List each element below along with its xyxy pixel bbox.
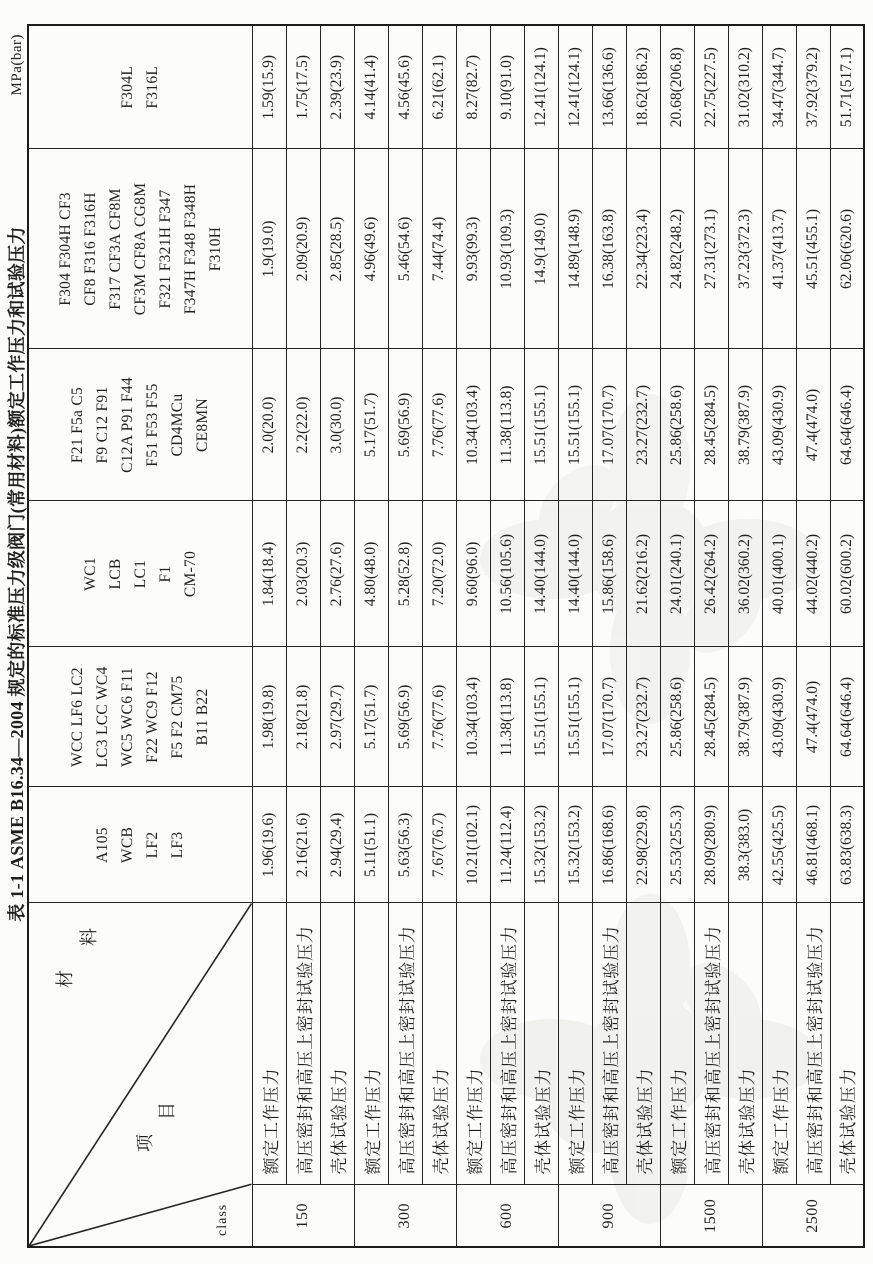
value-cell: 15.51(155.1) <box>524 647 558 787</box>
value-cell: 51.71(517.1) <box>830 25 864 149</box>
diagonal-divider <box>29 904 252 1247</box>
material-grade-line: A105 <box>94 827 112 863</box>
table-row <box>456 25 490 1247</box>
class-cell: 900 <box>558 1185 660 1247</box>
value-cell: 7.20(72.0) <box>422 501 456 647</box>
value-cell: 17.07(170.7) <box>592 349 626 501</box>
value-cell: 14.40(144.0) <box>558 501 592 647</box>
value-cell: 22.98(229.8) <box>626 787 660 903</box>
value-cell: 22.75(227.5) <box>694 25 728 149</box>
value-cell: 16.38(163.8) <box>592 149 626 349</box>
value-cell: 5.17(51.7) <box>354 647 388 787</box>
table-row <box>762 25 796 1247</box>
value-cell: 9.93(99.3) <box>456 149 490 349</box>
value-cell: 45.51(455.1) <box>796 149 830 349</box>
value-cell: 28.45(284.5) <box>694 349 728 501</box>
table-row <box>320 25 354 1247</box>
material-grade-line: B11 B22 <box>194 688 212 746</box>
value-cell: 22.34(223.4) <box>626 149 660 349</box>
material-grade-line: LC3 LCC WC4 <box>94 666 112 768</box>
value-cell: 1.84(18.4) <box>252 501 286 647</box>
value-cell: 2.97(29.7) <box>320 647 354 787</box>
material-grade-line: LCB <box>106 558 124 590</box>
value-cell: 60.02(600.2) <box>830 501 864 647</box>
material-grade-line: F316L <box>144 65 162 109</box>
table-row <box>524 25 558 1247</box>
class-cell: 150 <box>252 1185 354 1247</box>
row-label-cell: 高压密封和高压上密封试验压力 <box>286 903 320 1185</box>
value-cell: 28.45(284.5) <box>694 647 728 787</box>
value-cell: 23.27(232.7) <box>626 349 660 501</box>
value-cell: 3.0(30.0) <box>320 349 354 501</box>
value-cell: 2.03(20.3) <box>286 501 320 647</box>
value-cell: 24.01(240.1) <box>660 501 694 647</box>
row-label-cell: 额定工作压力 <box>660 903 694 1185</box>
material-group-header-WCC <box>28 647 252 787</box>
value-cell: 64.64(646.4) <box>830 647 864 787</box>
table-row <box>490 25 524 1247</box>
material-grade-line: F5 F2 CM75 <box>169 675 187 759</box>
value-cell: 4.80(48.0) <box>354 501 388 647</box>
row-label-cell: 壳体试验压力 <box>728 903 762 1185</box>
value-cell: 15.51(155.1) <box>558 349 592 501</box>
value-cell: 16.86(168.6) <box>592 787 626 903</box>
table-row <box>694 25 728 1247</box>
row-label-cell: 高压密封和高压上密封试验压力 <box>592 903 626 1185</box>
material-grade-line: F9 C12 F91 <box>94 386 112 464</box>
value-cell: 42.55(425.5) <box>762 787 796 903</box>
value-cell: 12.41(124.1) <box>524 25 558 149</box>
material-grade-line: F304 F304H CF3 <box>56 192 74 306</box>
class-cell: 2500 <box>762 1185 864 1247</box>
value-cell: 1.96(19.6) <box>252 787 286 903</box>
material-grade-line: C12A P91 F44 <box>119 377 137 473</box>
value-cell: 37.23(372.3) <box>728 149 762 349</box>
row-label-cell: 额定工作压力 <box>558 903 592 1185</box>
material-grade-line: LC1 <box>131 559 149 589</box>
corner-material-label: 材 <box>55 964 75 988</box>
material-grade-line: WC5 WC6 F11 <box>119 667 137 767</box>
corner-item-label: 目 <box>157 1096 177 1120</box>
value-cell: 15.51(155.1) <box>524 349 558 501</box>
pressure-rating-table <box>27 24 865 1248</box>
material-grade-line: WC1 <box>81 557 99 591</box>
material-grade-line: CF3M CF8A CG8M <box>131 182 149 316</box>
value-cell: 9.10(91.0) <box>490 25 524 149</box>
value-cell: 6.21(62.1) <box>422 25 456 149</box>
value-cell: 2.76(27.6) <box>320 501 354 647</box>
value-cell: 15.51(155.1) <box>558 647 592 787</box>
value-cell: 11.24(112.4) <box>490 787 524 903</box>
value-cell: 14.9(149.0) <box>524 149 558 349</box>
value-cell: 44.02(440.2) <box>796 501 830 647</box>
table-row <box>286 25 320 1247</box>
value-cell: 2.0(20.0) <box>252 349 286 501</box>
table-row <box>422 25 456 1247</box>
value-cell: 25.86(258.6) <box>660 647 694 787</box>
value-cell: 31.02(310.2) <box>728 25 762 149</box>
value-cell: 12.41(124.1) <box>558 25 592 149</box>
row-label-cell: 高压密封和高压上密封试验压力 <box>490 903 524 1185</box>
value-cell: 5.63(56.3) <box>388 787 422 903</box>
value-cell: 14.40(144.0) <box>524 501 558 647</box>
material-group-header-F304L <box>28 25 252 149</box>
row-label-cell: 壳体试验压力 <box>320 903 354 1185</box>
corner-cell <box>28 903 252 1247</box>
value-cell: 5.28(52.8) <box>388 501 422 647</box>
value-cell: 7.67(76.7) <box>422 787 456 903</box>
value-cell: 10.34(103.4) <box>456 349 490 501</box>
value-cell: 2.09(20.9) <box>286 149 320 349</box>
table-row <box>558 25 592 1247</box>
material-grade-line: F321 F321H F347 <box>156 189 174 309</box>
value-cell: 4.96(49.6) <box>354 149 388 349</box>
value-cell: 62.06(620.6) <box>830 149 864 349</box>
value-cell: 10.56(105.6) <box>490 501 524 647</box>
table-row <box>660 25 694 1247</box>
table-row <box>728 25 762 1247</box>
value-cell: 43.09(430.9) <box>762 349 796 501</box>
material-grade-line: F304L <box>119 65 137 109</box>
material-grade-line: F310H <box>206 226 224 272</box>
material-group-header-F304 <box>28 149 252 349</box>
value-cell: 34.47(344.7) <box>762 25 796 149</box>
value-cell: 15.32(153.2) <box>558 787 592 903</box>
corner-material-label: 料 <box>79 922 99 946</box>
page-title: 表 1-1 ASME B16.34—2004 规定的标准压力级阀门(常用材料)额定工作压力和试验压力 <box>7 226 27 922</box>
material-grade-line: CD4MCu <box>169 393 187 457</box>
value-cell: 38.79(387.9) <box>728 647 762 787</box>
value-cell: 46.81(468.1) <box>796 787 830 903</box>
material-grade-line: CE8MN <box>194 397 212 453</box>
material-group-header-A105 <box>28 787 252 903</box>
material-grade-line: WCB <box>119 826 137 864</box>
value-cell: 13.66(136.6) <box>592 25 626 149</box>
material-grade-line: F1 <box>156 565 174 583</box>
value-cell: 10.21(102.1) <box>456 787 490 903</box>
material-grade-line: CM-70 <box>181 550 199 598</box>
row-label-cell: 壳体试验压力 <box>830 903 864 1185</box>
value-cell: 28.09(280.9) <box>694 787 728 903</box>
value-cell: 63.83(638.3) <box>830 787 864 903</box>
value-cell: 5.17(51.7) <box>354 349 388 501</box>
material-grade-line: F347H F348 F348H <box>181 183 199 315</box>
material-grade-line: F51 F53 F55 <box>144 383 162 467</box>
value-cell: 36.02(360.2) <box>728 501 762 647</box>
value-cell: 40.01(400.1) <box>762 501 796 647</box>
value-cell: 5.69(56.9) <box>388 349 422 501</box>
value-cell: 11.38(113.8) <box>490 349 524 501</box>
material-grade-line: LF3 <box>169 831 187 859</box>
value-cell: 2.18(21.8) <box>286 647 320 787</box>
unit-label: MPa(bar) <box>9 34 25 96</box>
class-cell: 600 <box>456 1185 558 1247</box>
value-cell: 5.69(56.9) <box>388 647 422 787</box>
value-cell: 10.34(103.4) <box>456 647 490 787</box>
value-cell: 2.16(21.6) <box>286 787 320 903</box>
row-label-cell: 额定工作压力 <box>456 903 490 1185</box>
row-label-cell: 高压密封和高压上密封试验压力 <box>388 903 422 1185</box>
value-cell: 41.37(413.7) <box>762 149 796 349</box>
value-cell: 47.4(474.0) <box>796 349 830 501</box>
value-cell: 10.93(109.3) <box>490 149 524 349</box>
row-label-cell: 壳体试验压力 <box>524 903 558 1185</box>
corner-item-label: 项 <box>135 1128 155 1152</box>
row-label-cell: 额定工作压力 <box>762 903 796 1185</box>
class-cell: 1500 <box>660 1185 762 1247</box>
material-grade-line: F22 WC9 F12 <box>144 671 162 763</box>
corner-class-label: class <box>215 1203 230 1236</box>
value-cell: 20.68(206.8) <box>660 25 694 149</box>
value-cell: 43.09(430.9) <box>762 647 796 787</box>
header-row <box>28 25 252 1247</box>
value-cell: 24.82(248.2) <box>660 149 694 349</box>
material-group-header-WC1 <box>28 501 252 647</box>
material-grade-line: F21 F5a C5 <box>69 386 87 464</box>
value-cell: 2.39(23.9) <box>320 25 354 149</box>
value-cell: 11.38(113.8) <box>490 647 524 787</box>
material-grade-line: CF8 F316 F316H <box>81 192 99 306</box>
class-cell: 300 <box>354 1185 456 1247</box>
value-cell: 2.94(29.4) <box>320 787 354 903</box>
row-label-cell: 高压密封和高压上密封试验压力 <box>796 903 830 1185</box>
value-cell: 23.27(232.7) <box>626 647 660 787</box>
value-cell: 38.79(387.9) <box>728 349 762 501</box>
row-label-cell: 壳体试验压力 <box>422 903 456 1185</box>
material-grade-line: WCC LF6 LC2 <box>69 667 87 767</box>
value-cell: 18.62(186.2) <box>626 25 660 149</box>
value-cell: 21.62(216.2) <box>626 501 660 647</box>
table-row <box>388 25 422 1247</box>
material-grade-line: F317 CF3A CF8M <box>106 188 124 310</box>
row-label-cell: 壳体试验压力 <box>626 903 660 1185</box>
row-label-cell: 额定工作压力 <box>354 903 388 1185</box>
value-cell: 47.4(474.0) <box>796 647 830 787</box>
value-cell: 5.46(54.6) <box>388 149 422 349</box>
value-cell: 7.44(74.4) <box>422 149 456 349</box>
table-row <box>592 25 626 1247</box>
row-label-cell: 高压密封和高压上密封试验压力 <box>694 903 728 1185</box>
value-cell: 15.86(158.6) <box>592 501 626 647</box>
value-cell: 9.60(96.0) <box>456 501 490 647</box>
value-cell: 1.98(19.8) <box>252 647 286 787</box>
table-row <box>830 25 864 1247</box>
value-cell: 25.86(258.6) <box>660 349 694 501</box>
table-row <box>252 25 286 1247</box>
table-row <box>796 25 830 1247</box>
value-cell: 27.31(273.1) <box>694 149 728 349</box>
value-cell: 1.75(17.5) <box>286 25 320 149</box>
table-row <box>626 25 660 1247</box>
material-group-header-F21 <box>28 349 252 501</box>
value-cell: 17.07(170.7) <box>592 647 626 787</box>
table-body <box>252 25 864 1247</box>
value-cell: 8.27(82.7) <box>456 25 490 149</box>
material-grade-line: LF2 <box>144 831 162 859</box>
value-cell: 5.11(51.1) <box>354 787 388 903</box>
value-cell: 2.85(28.5) <box>320 149 354 349</box>
row-label-cell: 额定工作压力 <box>252 903 286 1185</box>
value-cell: 38.3(383.0) <box>728 787 762 903</box>
value-cell: 64.64(646.4) <box>830 349 864 501</box>
value-cell: 7.76(77.6) <box>422 647 456 787</box>
value-cell: 15.32(153.2) <box>524 787 558 903</box>
value-cell: 26.42(264.2) <box>694 501 728 647</box>
value-cell: 25.53(255.3) <box>660 787 694 903</box>
value-cell: 1.59(15.9) <box>252 25 286 149</box>
value-cell: 7.76(77.6) <box>422 349 456 501</box>
value-cell: 1.9(19.0) <box>252 149 286 349</box>
table-row <box>354 25 388 1247</box>
value-cell: 4.14(41.4) <box>354 25 388 149</box>
value-cell: 14.89(148.9) <box>558 149 592 349</box>
value-cell: 2.2(22.0) <box>286 349 320 501</box>
value-cell: 4.56(45.6) <box>388 25 422 149</box>
value-cell: 37.92(379.2) <box>796 25 830 149</box>
